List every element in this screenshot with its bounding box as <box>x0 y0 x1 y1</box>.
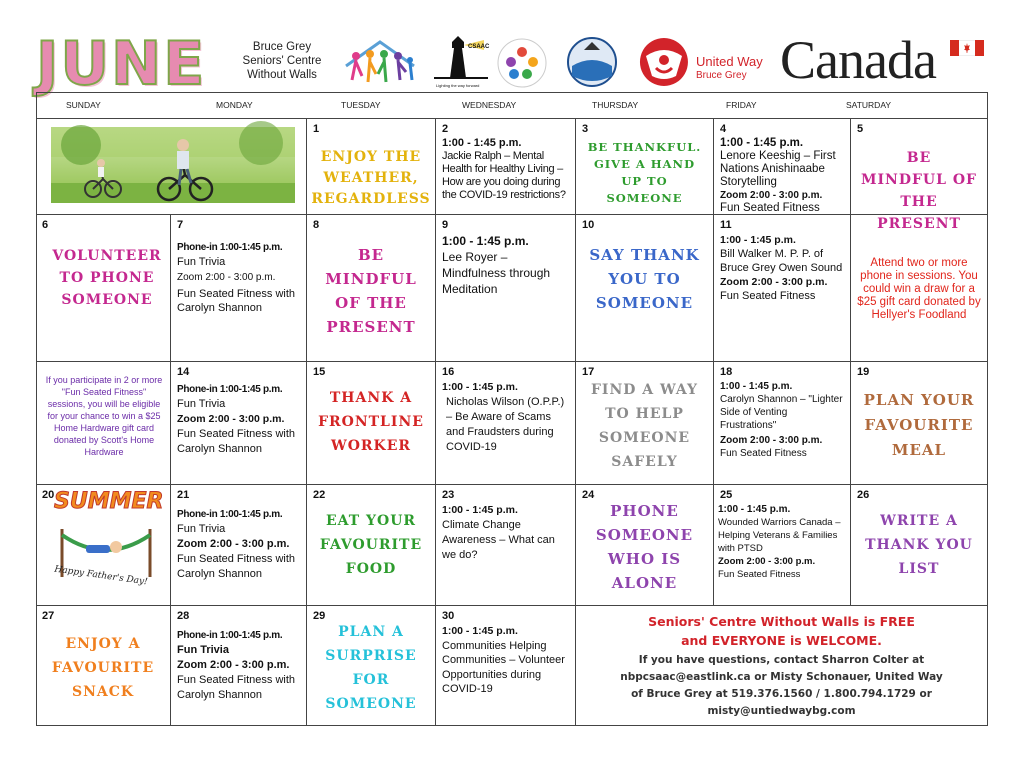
day-number: 5 <box>857 123 864 135</box>
seniors-dancing-logo <box>340 36 420 88</box>
fitness-draw-note: If you participate in 2 or more "Fun Seated Fitness" sessions, you will be eligible for your chance to win a $25 Home Hardware gift card donated by Scott's Home Hardware <box>45 375 163 457</box>
daily-motto: PLAN YOUR FAVOURITE MEAL <box>863 391 975 459</box>
day-number: 14 <box>177 366 190 378</box>
day-number: 1 <box>313 123 320 135</box>
event-details <box>720 380 846 460</box>
day-cell-26 <box>851 485 988 606</box>
day-cell-15 <box>307 362 436 485</box>
calendar-grid <box>36 92 988 726</box>
day-cell-11 <box>714 215 851 362</box>
event-details <box>177 382 302 457</box>
org-name-line1: Bruce Grey <box>252 41 312 53</box>
org-name-line2: Seniors' Centre <box>242 55 322 67</box>
day-cell-22 <box>307 485 436 606</box>
municipal-logo <box>566 36 618 88</box>
zoom-time: Zoom 2:00 - 3:00 p.m. <box>177 413 285 425</box>
zoom-time: Zoom 2:00 - 3:00 p.m. <box>720 435 823 446</box>
day-cell-28 <box>171 606 307 726</box>
day-header-saturday: SATURDAY <box>846 100 892 110</box>
day-number: 3 <box>582 123 589 135</box>
day-number: 15 <box>313 366 326 378</box>
day-header-wednesday: WEDNESDAY <box>462 100 517 110</box>
day-cell-27 <box>36 606 171 726</box>
united-way-region: Bruce Grey <box>696 70 747 81</box>
event-details <box>177 628 302 703</box>
event-description: Wounded Warriors Canada – Helping Veterans & Families with PTSD <box>718 517 841 554</box>
day-cell-16 <box>436 362 576 485</box>
day-cell-18 <box>714 362 851 485</box>
fitness-session: Fun Seated Fitness with Carolyn Shannon <box>177 674 296 701</box>
day-header-monday: MONDAY <box>216 100 253 110</box>
day-cell-5 <box>851 119 988 232</box>
fathers-day-greeting: Happy Father's Day! <box>53 564 149 588</box>
day-number: 23 <box>442 489 455 501</box>
event-time: 1:00 - 1:45 p.m. <box>720 234 796 246</box>
day-number: 26 <box>857 489 870 501</box>
canada-wordmark: Canada <box>780 30 936 90</box>
zoom-time: Zoom 2:00 - 3:00 p.m. <box>177 272 276 283</box>
daily-motto: BE MINDFUL OF THE PRESENT <box>861 150 977 232</box>
event-description: Bill Walker M. P. P. of Bruce Grey Owen Sound <box>720 248 843 274</box>
fitness-session: Fun Seated Fitness with Carolyn Shannon <box>177 288 296 314</box>
day-cell-21 <box>171 485 307 606</box>
event-time: 1:00 - 1:45 p.m. <box>720 381 793 392</box>
daily-motto: PLAN A SURPRISE FOR SOMEONE <box>325 624 417 712</box>
svg-text:CSAAC: CSAAC <box>468 44 490 50</box>
fitness-session: Fun Seated Fitness <box>720 202 820 214</box>
zoom-time: Zoom 2:00 - 3:00 p.m. <box>177 538 290 550</box>
contact-info-panel <box>576 606 988 726</box>
fitness-session: Fun Seated Fitness <box>720 290 816 302</box>
org-name-line3: Without Walls <box>247 69 317 81</box>
event-description: Nicholas Wilson (O.P.P.) – Be Aware of Scams and Fraudsters during COVID-19 <box>446 396 565 453</box>
daily-motto: BE THANKFUL. GIVE A HAND UP TO SOMEONE <box>587 140 702 205</box>
day-number: 21 <box>177 489 190 501</box>
day-number: 2 <box>442 123 449 135</box>
day-cell-week1-photo <box>36 119 307 215</box>
trivia-session: Fun Trivia <box>177 256 226 268</box>
day-number: 9 <box>442 219 449 231</box>
canada-flag-icon <box>950 40 984 56</box>
united-way-logo <box>636 36 692 88</box>
day-number: 8 <box>313 219 320 231</box>
day-number: 16 <box>442 366 455 378</box>
day-number: 22 <box>313 489 326 501</box>
day-cell-14 <box>171 362 307 485</box>
phone-in-time: Phone-in 1:00-1:45 p.m. <box>177 242 283 253</box>
daily-motto: FIND A WAY TO HELP SOMEONE SAFELY <box>590 382 699 470</box>
svg-text:Lighting the way forward: Lighting the way forward <box>436 83 480 88</box>
daily-motto: ENJOY THE WEATHER, REGARDLESS <box>311 149 431 207</box>
day-cell-3 <box>576 119 714 215</box>
day-number: 24 <box>582 489 595 501</box>
day-cell-1 <box>307 119 436 215</box>
month-title: JUNE <box>36 29 207 99</box>
event-details <box>720 137 846 215</box>
day-number: 28 <box>177 610 190 622</box>
daily-motto: THANK A FRONTLINE WORKER <box>318 390 424 454</box>
day-number: 7 <box>177 219 184 231</box>
community-connection-logo <box>494 36 550 90</box>
day-header-sunday: SUNDAY <box>66 100 101 110</box>
event-time: 1:00 - 1:45 p.m. <box>442 625 518 637</box>
trivia-session: Fun Trivia <box>177 644 229 656</box>
day-header-friday: FRIDAY <box>726 100 757 110</box>
zoom-time: Zoom 2:00 - 3:00 p.m. <box>177 659 290 671</box>
day-number: 20 <box>42 489 55 501</box>
day-number: 19 <box>857 366 870 378</box>
day-cell-8 <box>307 215 436 362</box>
event-time: 1:00 - 1:45 p.m. <box>718 504 791 515</box>
day-cell-24 <box>576 485 714 606</box>
daily-motto: ENJOY A FAVOURITE SNACK <box>51 636 155 700</box>
day-number: 30 <box>442 610 455 622</box>
zoom-time: Zoom 2:00 - 3:00 p.m. <box>720 276 828 288</box>
free-line-1: Seniors' Centre Without Walls is FREE <box>648 614 915 629</box>
phone-in-time: Phone-in 1:00-1:45 p.m. <box>177 384 283 395</box>
daily-motto: VOLUNTEER TO PHONE SOMEONE <box>52 248 162 308</box>
daily-motto: PHONE SOMEONE WHO IS ALONE <box>595 502 694 592</box>
day-cell-20 <box>36 485 171 606</box>
event-time: 1:00 - 1:45 p.m. <box>442 137 522 149</box>
event-details <box>718 503 846 581</box>
fitness-session: Fun Seated Fitness with Carolyn Shannon <box>177 553 296 580</box>
day-cell-23 <box>436 485 576 606</box>
day-cell-6 <box>36 215 171 362</box>
event-description: Lee Royer – Mindfulness through Meditation <box>442 250 551 296</box>
event-time: 1:00 - 1:45 p.m. <box>442 504 518 516</box>
day-number: 10 <box>582 219 595 231</box>
event-details <box>442 380 571 455</box>
trivia-session: Fun Trivia <box>177 398 226 410</box>
phone-in-time: Phone-in 1:00-1:45 p.m. <box>177 509 283 520</box>
event-description: Climate Change Awareness – What can we do? <box>442 519 555 561</box>
free-admission-message <box>586 612 977 650</box>
daily-motto: WRITE A THANK YOU LIST <box>865 513 973 577</box>
event-time: 1:00 - 1:45 p.m. <box>720 137 804 149</box>
day-cell-29 <box>307 606 436 726</box>
event-description: Carolyn Shannon – "Lighter Side of Venting Frustrations" <box>720 394 843 431</box>
day-number: 18 <box>720 366 733 378</box>
daily-motto: EAT YOUR FAVOURITE FOOD <box>319 513 423 577</box>
day-cell-30 <box>436 606 576 726</box>
event-description: Lenore Keeshig – First Nations Anishinaabe Storytelling <box>720 150 836 188</box>
event-details <box>442 503 571 563</box>
day-cell-13 <box>36 362 171 485</box>
united-way-wordmark <box>696 55 763 83</box>
fitness-session: Fun Seated Fitness with Carolyn Shannon <box>177 428 296 455</box>
trivia-session: Fun Trivia <box>177 523 226 535</box>
event-details <box>720 233 846 303</box>
daily-motto: BE MINDFUL OF THE PRESENT <box>325 246 417 336</box>
day-number: 4 <box>720 123 727 135</box>
event-details <box>442 624 571 697</box>
event-description: Jackie Ralph – Mental Health for Healthy Living – How are you doing during the COVID-19 restrictions? <box>442 150 566 201</box>
contact-details: If you have questions, contact Sharron Colter at nbpcsaac@eastlink.ca or Misty Schonauer, United Way of Bruce Grey at 519.376.1560 / 1.800.794.1729 or misty@untiedwaybg.com <box>620 654 943 717</box>
event-time: 1:00 - 1:45 p.m. <box>442 381 518 393</box>
day-cell-12 <box>851 215 988 362</box>
united-way-name: United Way <box>696 54 763 69</box>
day-number: 11 <box>720 219 732 231</box>
day-cell-25 <box>714 485 851 606</box>
phone-in-time: Phone-in 1:00-1:45 p.m. <box>177 630 283 641</box>
event-details <box>177 241 302 315</box>
zoom-time: Zoom 2:00 - 3:00 p.m. <box>718 556 816 567</box>
day-cell-4 <box>714 119 851 215</box>
event-details <box>442 137 571 202</box>
day-cell-7 <box>171 215 307 362</box>
event-time: 1:00 - 1:45 p.m. <box>442 234 529 248</box>
event-details <box>177 507 302 582</box>
calendar-header <box>0 0 1024 99</box>
org-name <box>232 40 332 82</box>
day-cell-17 <box>576 362 714 485</box>
day-cell-10 <box>576 215 714 362</box>
day-number: 17 <box>582 366 595 378</box>
event-details <box>442 233 571 297</box>
daily-motto: SAY THANK YOU TO SOMEONE <box>589 246 700 312</box>
event-description: Communities Helping Communities – Volunteer Opportunities during COVID-19 <box>442 639 565 695</box>
day-cell-19 <box>851 362 988 485</box>
day-header-tuesday: TUESDAY <box>341 100 381 110</box>
day-number: 25 <box>720 489 733 501</box>
summer-title: SUMMER <box>54 489 164 514</box>
day-number: 29 <box>313 610 326 622</box>
day-number: 6 <box>42 219 49 231</box>
lighthouse-logo <box>432 34 490 90</box>
day-number: 27 <box>42 610 55 622</box>
fitness-session: Fun Seated Fitness <box>718 569 801 580</box>
fitness-session: Fun Seated Fitness <box>720 448 807 459</box>
cyclists-photo <box>51 127 295 203</box>
free-line-2: and EVERYONE is WELCOME. <box>681 633 882 648</box>
day-cell-2 <box>436 119 576 215</box>
phone-in-draw-note: Attend two or more phone in sessions. You could win a draw for a $25 gift card donated by Hellyer's Foodland <box>857 257 981 321</box>
day-header-thursday: THURSDAY <box>592 100 639 110</box>
zoom-time: Zoom 2:00 - 3:00 p.m. <box>720 190 823 201</box>
day-cell-9 <box>436 215 576 362</box>
